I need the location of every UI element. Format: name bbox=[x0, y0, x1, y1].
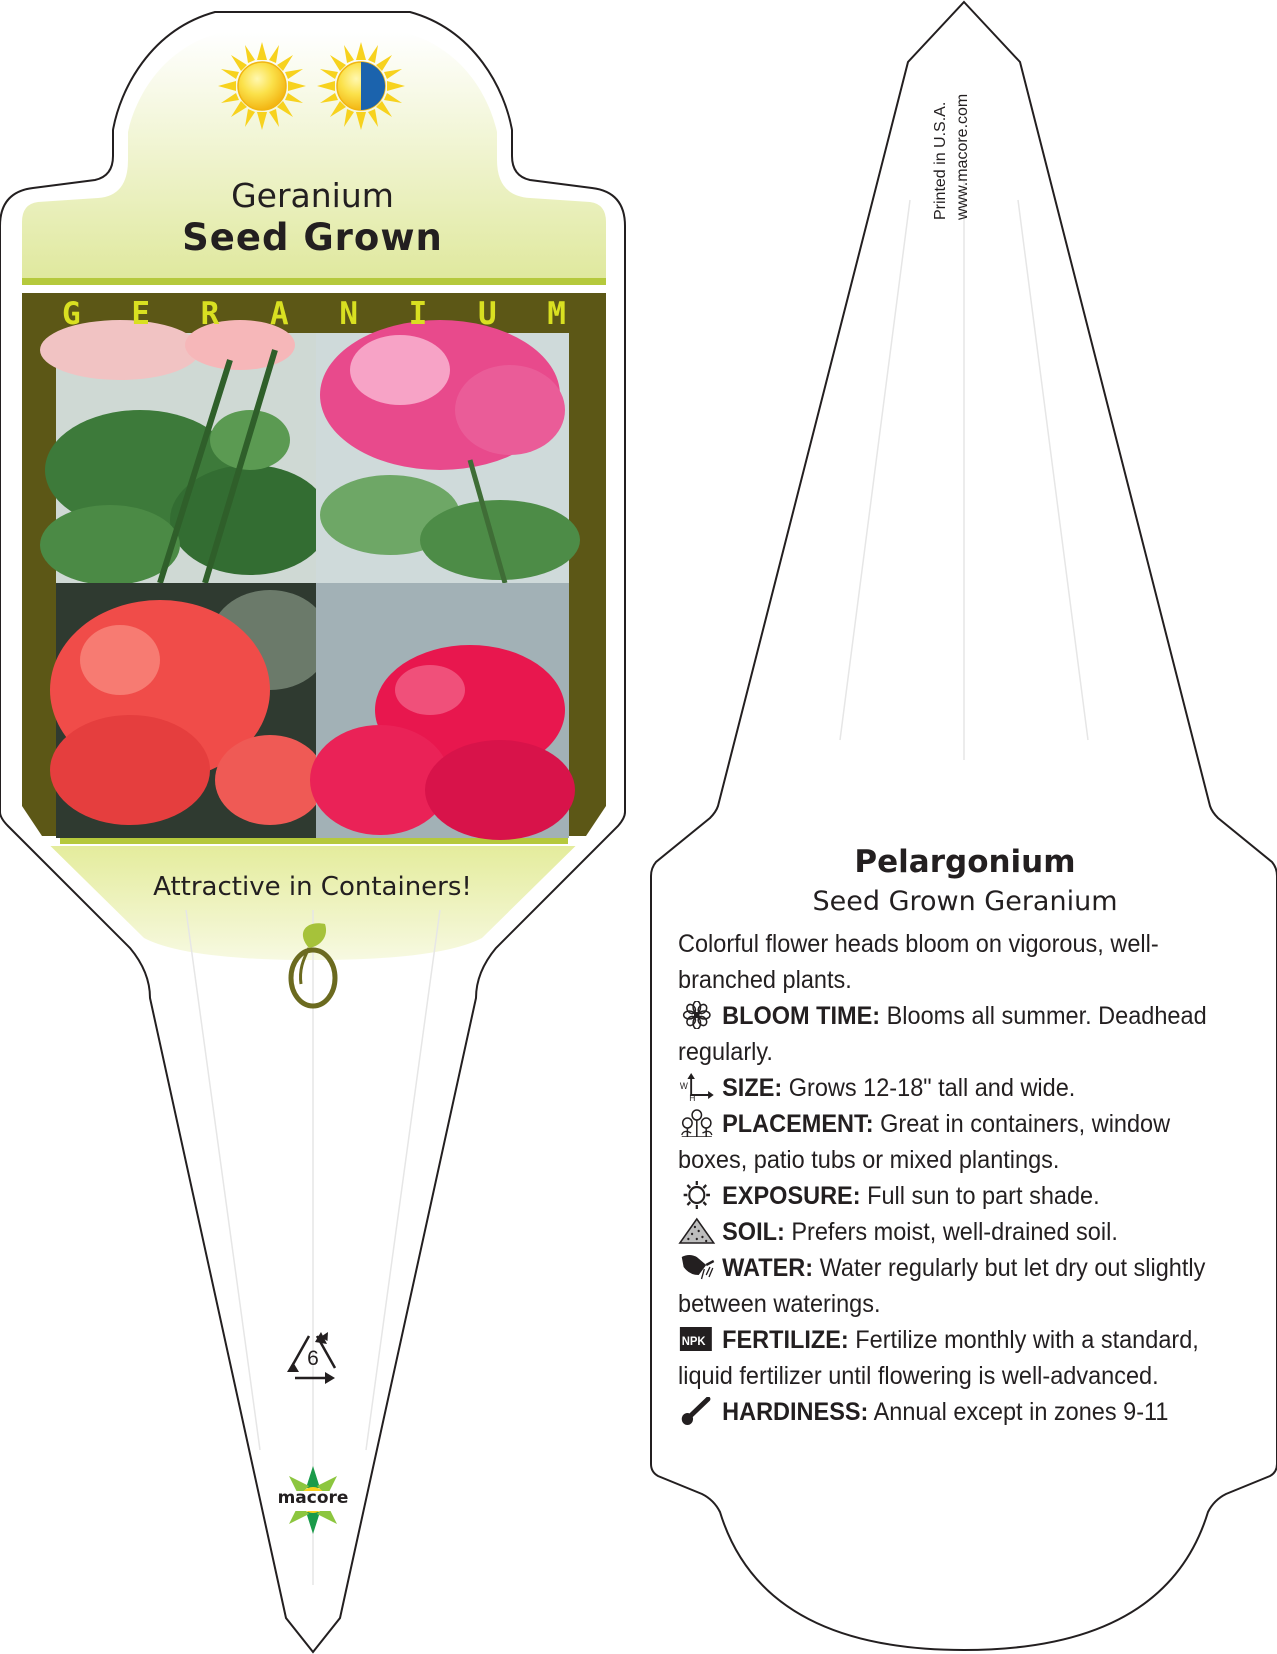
soil-label: SOIL: bbox=[722, 1218, 785, 1246]
banner-letter: E bbox=[131, 296, 150, 332]
printed-credit bbox=[930, 40, 1000, 220]
size-label: SIZE: bbox=[722, 1074, 783, 1102]
header-rule bbox=[22, 278, 606, 285]
placement-label: PLACEMENT: bbox=[722, 1110, 874, 1138]
npk-icon bbox=[678, 1325, 716, 1353]
website-label: www.macore.com bbox=[954, 93, 971, 220]
description: Colorful flower heads bloom on vigorous, well-branched plants. bbox=[678, 930, 1159, 994]
soil-text: Prefers moist, well-drained soil. bbox=[791, 1218, 1118, 1246]
care-row-placement bbox=[678, 1106, 1214, 1178]
soil-pile-icon bbox=[678, 1217, 716, 1245]
full-sun-icon bbox=[218, 42, 306, 130]
printed-in-label: Printed in U.S.A. bbox=[932, 101, 949, 220]
size-arrows-icon bbox=[678, 1073, 716, 1101]
geranium-photo-collage bbox=[40, 320, 580, 840]
watering-can-icon bbox=[678, 1253, 716, 1281]
water-label: WATER: bbox=[722, 1254, 814, 1282]
front-tagline: Attractive in Containers! bbox=[153, 872, 472, 902]
care-row-size bbox=[678, 1070, 1214, 1106]
banner-letter: M bbox=[547, 296, 566, 332]
banner-letter: G bbox=[62, 296, 81, 332]
care-row-exposure bbox=[678, 1178, 1214, 1214]
hardiness-label: HARDINESS: bbox=[722, 1398, 869, 1426]
exposure-label: EXPOSURE: bbox=[722, 1182, 861, 1210]
bloom-time-text: Blooms all summer. Deadhead regularly. bbox=[678, 1002, 1207, 1066]
banner-letter: U bbox=[477, 296, 497, 332]
photo-bright-pink-geranium bbox=[316, 320, 580, 583]
banner-letter: R bbox=[200, 296, 220, 332]
exposure-text: Full sun to part shade. bbox=[867, 1182, 1100, 1210]
size-h-label: H bbox=[689, 1092, 696, 1101]
thermometer-icon bbox=[678, 1397, 716, 1425]
part-sun-icon bbox=[317, 42, 405, 130]
care-row-hardiness bbox=[678, 1394, 1214, 1430]
size-text: Grows 12-18" tall and wide. bbox=[788, 1074, 1076, 1102]
photo-pink-light-geranium bbox=[40, 320, 330, 585]
care-row-water bbox=[678, 1250, 1214, 1322]
banner-letter: A bbox=[269, 296, 289, 332]
flower-icon bbox=[678, 1001, 716, 1029]
bloom-time-label: BLOOM TIME: bbox=[722, 1002, 881, 1030]
fertilize-text: Fertilize monthly with a standard, liquid fertilizer until flowering is well-advanced. bbox=[678, 1326, 1199, 1390]
water-text: Water regularly but let dry out slightly between waterings. bbox=[678, 1254, 1206, 1318]
size-w-label: W bbox=[679, 1080, 688, 1092]
placement-text: Great in containers, window boxes, patio tubs or mixed plantings. bbox=[678, 1110, 1171, 1174]
fertilize-label: FERTILIZE: bbox=[722, 1326, 849, 1354]
recycle-number: 6 bbox=[307, 1347, 319, 1370]
care-row-fertilize bbox=[678, 1322, 1214, 1394]
care-info bbox=[678, 926, 1214, 1430]
care-row-bloom bbox=[678, 998, 1214, 1070]
photo-coral-geranium bbox=[50, 583, 330, 838]
sun-icon bbox=[678, 1181, 716, 1209]
brand-name: macore bbox=[277, 1488, 349, 1508]
care-row-soil bbox=[678, 1214, 1214, 1250]
hardiness-text: Annual except in zones 9-11 bbox=[873, 1398, 1169, 1426]
front-common-name: Geranium bbox=[231, 176, 394, 215]
npk-label: NPK bbox=[681, 1334, 706, 1349]
banner-letter: N bbox=[339, 296, 358, 332]
botanical-name: Pelargonium bbox=[854, 844, 1076, 880]
plants-icon bbox=[678, 1109, 716, 1137]
photo-magenta-geranium bbox=[310, 583, 575, 840]
back-common-name: Seed Grown Geranium bbox=[812, 886, 1118, 917]
front-variety-name: Seed Grown bbox=[182, 216, 443, 259]
photo-banner bbox=[22, 296, 606, 332]
banner-letter: I bbox=[408, 296, 428, 332]
